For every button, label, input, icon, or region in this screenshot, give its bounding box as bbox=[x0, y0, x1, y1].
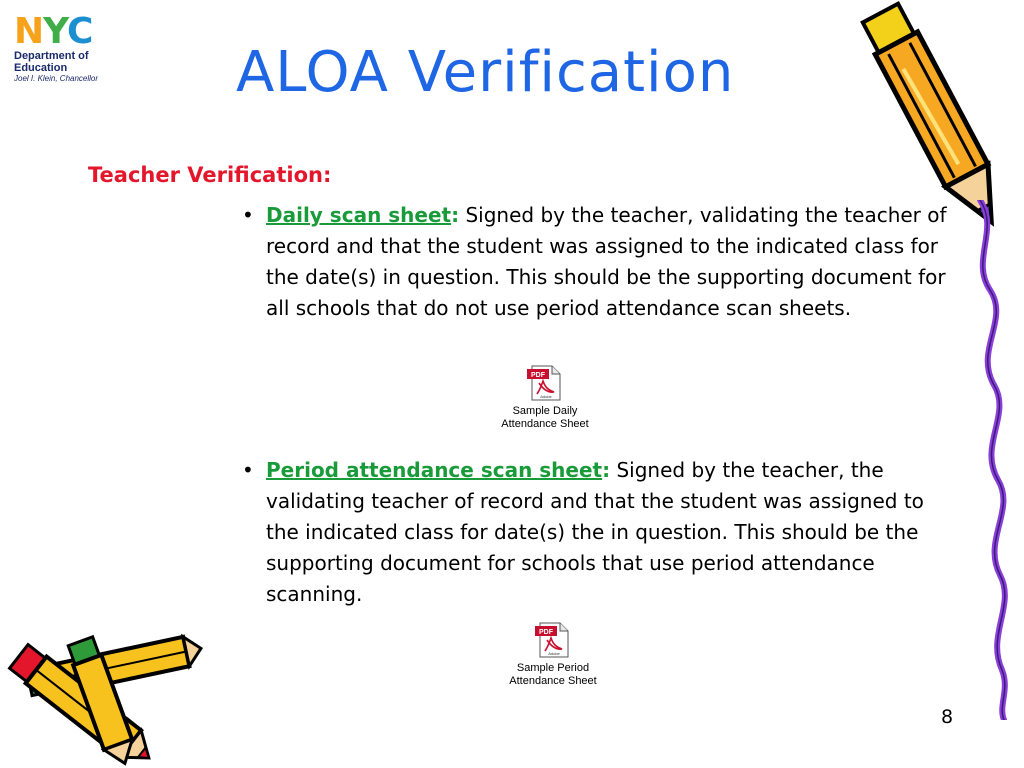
bullet-marker: • bbox=[242, 203, 254, 227]
sample-daily-attendance-sheet-link[interactable] bbox=[480, 365, 610, 431]
term-colon: : bbox=[451, 203, 460, 227]
logo-department-line: Department of bbox=[14, 50, 89, 62]
attachment-caption-line1: Sample Daily bbox=[512, 405, 578, 417]
attachment-caption-line2: Attendance Sheet bbox=[509, 675, 597, 687]
sample-period-attendance-sheet-link[interactable] bbox=[488, 622, 618, 688]
logo-letter-n: N bbox=[14, 11, 44, 52]
term-colon: : bbox=[602, 458, 611, 482]
bullet-daily-scan-sheet bbox=[242, 200, 962, 360]
term-daily-scan-sheet: Daily scan sheet bbox=[266, 203, 452, 227]
attachment-caption-line1: Sample Period bbox=[516, 662, 590, 674]
pdf-badge-text: PDF bbox=[531, 372, 545, 379]
daily-scan-sheet-description: Signed by the teacher, validating the teacher of record and that the student was assigned to the indicated class for the date(s) in question. This should be the supporting document for all schools that do not use period attendance scan sheets. bbox=[266, 203, 947, 320]
pdf-brand-text: Adobe bbox=[540, 394, 552, 399]
pencils-illustration bbox=[0, 618, 210, 768]
teacher-verification-heading: Teacher Verification: bbox=[88, 163, 332, 187]
slide-title: ALOA Verification bbox=[236, 40, 735, 105]
term-period-attendance-scan-sheet: Period attendance scan sheet bbox=[266, 458, 603, 482]
bullet-marker: • bbox=[242, 458, 254, 482]
pdf-document-icon bbox=[534, 622, 572, 658]
logo-letter-c: C bbox=[66, 11, 93, 52]
logo-letters bbox=[14, 11, 124, 52]
period-attendance-description: Signed by the teacher, the validating teacher of record and that the student was assigned to the indicated class for date(s) the in question. This should be the supporting document for schools that use period attendance scanning. bbox=[266, 458, 924, 606]
bullet-period-attendance-scan-sheet bbox=[242, 455, 962, 615]
nyc-doe-logo bbox=[14, 11, 124, 94]
logo-education-line: Education bbox=[14, 62, 68, 74]
pdf-document-icon bbox=[526, 365, 564, 401]
squiggle-line bbox=[960, 200, 1024, 720]
bullet-text bbox=[266, 455, 956, 610]
pdf-brand-text: Adobe bbox=[548, 651, 560, 656]
page-number: 8 bbox=[941, 706, 954, 728]
pdf-badge-text: PDF bbox=[539, 629, 553, 636]
attachment-caption-line2: Attendance Sheet bbox=[501, 418, 589, 430]
logo-chancellor-line: Joel I. Klein, Chancellor bbox=[14, 74, 99, 83]
logo-letter-y: Y bbox=[43, 11, 67, 52]
